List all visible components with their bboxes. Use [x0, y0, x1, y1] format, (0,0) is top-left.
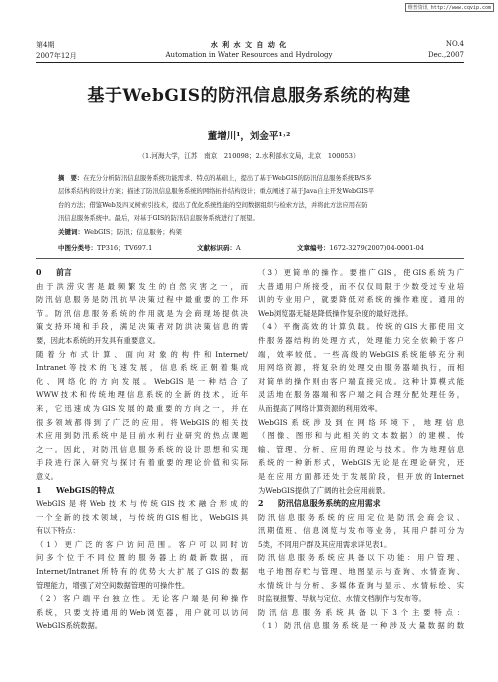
body-text-line: 用网络资源，将复杂的处理交由服务器端执行，而相: [258, 363, 464, 373]
body-text-line: WWW技术和传统地理信息系统的全新的技术，近年: [36, 390, 248, 400]
body-text-line: 水情统计与分析、多媒体查询与显示、水情标绘、实: [258, 580, 464, 590]
abstract-line: 层体系结构的设计方案；描述了防汛信息服务系统的网络拓扑结构设计；重点阐述了基于Java自主开发WebGIS平: [58, 188, 375, 196]
body-text-line: 防汛信息服务是防汛抗旱决策过程中最重要的工作环: [36, 295, 248, 305]
body-text-line: 意义。: [36, 471, 58, 481]
section-number: 0: [36, 268, 42, 277]
body-text-line: 系统的一种新形式，WebGIS无论是在理论研究，还: [258, 458, 464, 468]
body-text-line: （1）防汛信息服务系统是一种涉及大量数据的数: [258, 621, 464, 631]
body-text-line: （2）客户端平台独立性。无论客户端是何种操作: [36, 594, 248, 604]
body-text-line: WebGIS系统涉及到在网络环境下，地理信息: [258, 417, 464, 427]
authors: 董增川¹，刘金平¹˒²: [207, 131, 291, 142]
body-text-line: 管理能力，增强了对空间数据管理的可操作性。: [36, 580, 190, 590]
affiliation: （1.河海大学，江苏 南京 210098；2.水利部水文局，北京 100053）: [138, 152, 360, 160]
section-number: 2: [258, 499, 264, 509]
body-text-line: 有以下特点：: [36, 526, 80, 536]
body-text-line: 训的专业用户，就要降低对系统的操作难度。通用的: [258, 295, 464, 305]
journal-name-en: Automation in Water Resources and Hydrology: [165, 51, 333, 59]
document-code: 文献标识码：A: [197, 244, 241, 252]
clc-number: 中图分类号：TP316；TV697.1: [58, 244, 153, 252]
abstract-line: 摘 要：在充分分析防汛信息服务系统功能需求、特点的基础上，提出了基于WebGIS的防汛信息服务系统B/S多: [58, 175, 372, 182]
keywords-label: 关键词：: [58, 228, 84, 236]
body-text-line: 防汛信息服务系统应具备以下功能：用户管理、: [258, 553, 464, 563]
body-text-line: 一个全新的技术领域，与传统的GIS相比，WebGIS具: [36, 512, 248, 522]
section-title: 前言: [56, 268, 72, 277]
issue-no: NO.4: [445, 40, 464, 48]
left-column: [36, 266, 248, 633]
body-text-line: （1）更广泛的客户访问范围。客户可以同时访: [36, 539, 248, 549]
body-text-line: 术应用到防汛系统中是目前水利行业研究的热点课题: [36, 431, 248, 441]
body-text-line: Intranet等技术的飞速发展，信息系统正朝着集成: [36, 363, 248, 373]
body-text-line: 防汛信息服务系统具备以下3个主要特点：: [258, 607, 464, 617]
journal-name-cn: 水 利 水 文 自 动 化: [210, 40, 288, 49]
body-text-line: WebGIS系统数据。: [36, 621, 103, 631]
abstract-rule: [36, 258, 464, 259]
body-text-line: 系统，只要支持通用的Web浏览器，用户就可以访问: [36, 607, 248, 617]
body-text-line: 从而提高了网络计算资源的利用效率。: [258, 403, 383, 413]
body-text-line: Internet/Intranet所特有的优势大大扩展了GIS的数据: [36, 567, 248, 577]
section-title: WebGIS的特点: [56, 485, 115, 495]
section-heading: [36, 484, 248, 498]
body-text-line: 件服务器结构的处理方式，处理能力完全依赖于客户: [258, 335, 464, 345]
body-text-line: 化、网络化的方向发展。WebGIS是一种结合了: [36, 376, 248, 386]
body-text-line: Web浏览器无疑是降低操作复杂度的最好选择。: [258, 308, 413, 318]
section-title: 防汛信息服务系统的应用需求: [278, 499, 381, 509]
body-text-line: 端，效率较低。一些高级的WebGIS系统能够充分利: [258, 349, 464, 359]
body-text-line: 是在应用方面都还处于发展阶段，但开放的Internet: [258, 471, 464, 481]
keywords-text: WebGIS；防汛；信息服务；构架: [84, 228, 182, 236]
body-text-line: 之一。因此，对防汛信息服务系统的设计思想和实现: [36, 444, 248, 454]
body-text-line: （图像、图形和与此相关的文本数据）的建模、传: [258, 431, 464, 441]
article-number: 文章编号：1672-3279(2007)04-0001-04: [297, 244, 424, 252]
body-text-line: 很多领域都得到了广泛的应用。将WebGIS的相关技: [36, 417, 248, 427]
section-heading: [36, 266, 248, 280]
body-text-line: 策支持环境和手段，满足决策者对防洪决策信息的需: [36, 322, 248, 332]
paper-title: 基于WebGIS的防汛信息服务系统的构建: [87, 86, 411, 106]
body-text-line: 5类，不同用户群及其应用需求详见表1。: [258, 539, 392, 549]
issue-month: Dec.,2007: [428, 51, 464, 59]
body-text-line: 手段进行深入研究与探讨有着重要的理论价值和实际: [36, 458, 248, 468]
body-text-line: 大普通用户所接受，而不仅仅局限于少数受过专业培: [258, 281, 464, 291]
issue-number: 第4期: [36, 41, 55, 49]
issue-date: 2007年12月: [36, 52, 77, 60]
body-text-line: 来，它迅速成为GIS发展的最重要的方向之一，并在: [36, 403, 248, 413]
body-text-line: 节。防汛信息服务系统的作用就是为会商现场提供决: [36, 308, 248, 318]
abstract-line: 台的方法；借鉴Web及四叉树索引技术，提出了优化系统性能的空间数据组织与检索方法，并将此方法应用在防: [58, 201, 368, 209]
body-text-line: 输、管理、分析、应用的理论与技术。作为地理信息: [258, 444, 464, 454]
body-text-line: 为WebGIS提供了广阔的社会应用前景。: [258, 485, 390, 495]
abstract-label: 摘 要：: [58, 175, 84, 182]
section-heading: [258, 497, 464, 511]
body-text-line: 要，因此本系统的开发具有重要意义。: [36, 335, 161, 345]
right-column: [258, 266, 464, 633]
body-text-line: （4）平衡高效的计算负载。传统的GIS大都使用文: [258, 322, 464, 332]
body-text-line: 由于洪涝灾害是最频繁发生的自然灾害之一，而: [36, 281, 248, 291]
body-text-line: 对简单的操作则由客户端直接完成。这种计算模式能: [258, 376, 464, 386]
body-text-line: 时监视报警、导航与定位、水情文档制作与发布等。: [258, 594, 426, 604]
body-text-line: （3）更简单的操作。要推广GIS，使GIS系统为广: [258, 268, 464, 277]
header-rule: [36, 62, 464, 63]
body-text-line: 电子地图存贮与管理、地图显示与查询、水情查询、: [258, 567, 464, 577]
body-text-line: 随着分布式计算、面向对象的构件和Internet/: [36, 349, 248, 359]
body-text-line: WebGIS是将Web技术与传统GIS技术融合形成的: [36, 499, 248, 509]
source-stamp: 维普资讯 http://www.cqvip.com: [405, 3, 494, 12]
section-number: 1: [36, 485, 42, 495]
body-text-line: 问多个位于不同位置的服务器上的最新数据，而: [36, 553, 248, 563]
body-text-line: 灵活地在服务器端和客户端之间合理分配处理任务，: [258, 390, 464, 400]
abstract: [58, 172, 444, 225]
body-text-line: 汛期值班、信息浏览与发布等业务，其用户群可分为: [258, 526, 464, 536]
abstract-line: 汛信息服务系统中。最后，对基于GIS的防汛信息服务系统进行了展望。: [58, 214, 259, 222]
body-text-line: 防汛信息服务系统的应用定位是防汛会商会议、: [258, 512, 464, 522]
keywords: [58, 227, 182, 236]
